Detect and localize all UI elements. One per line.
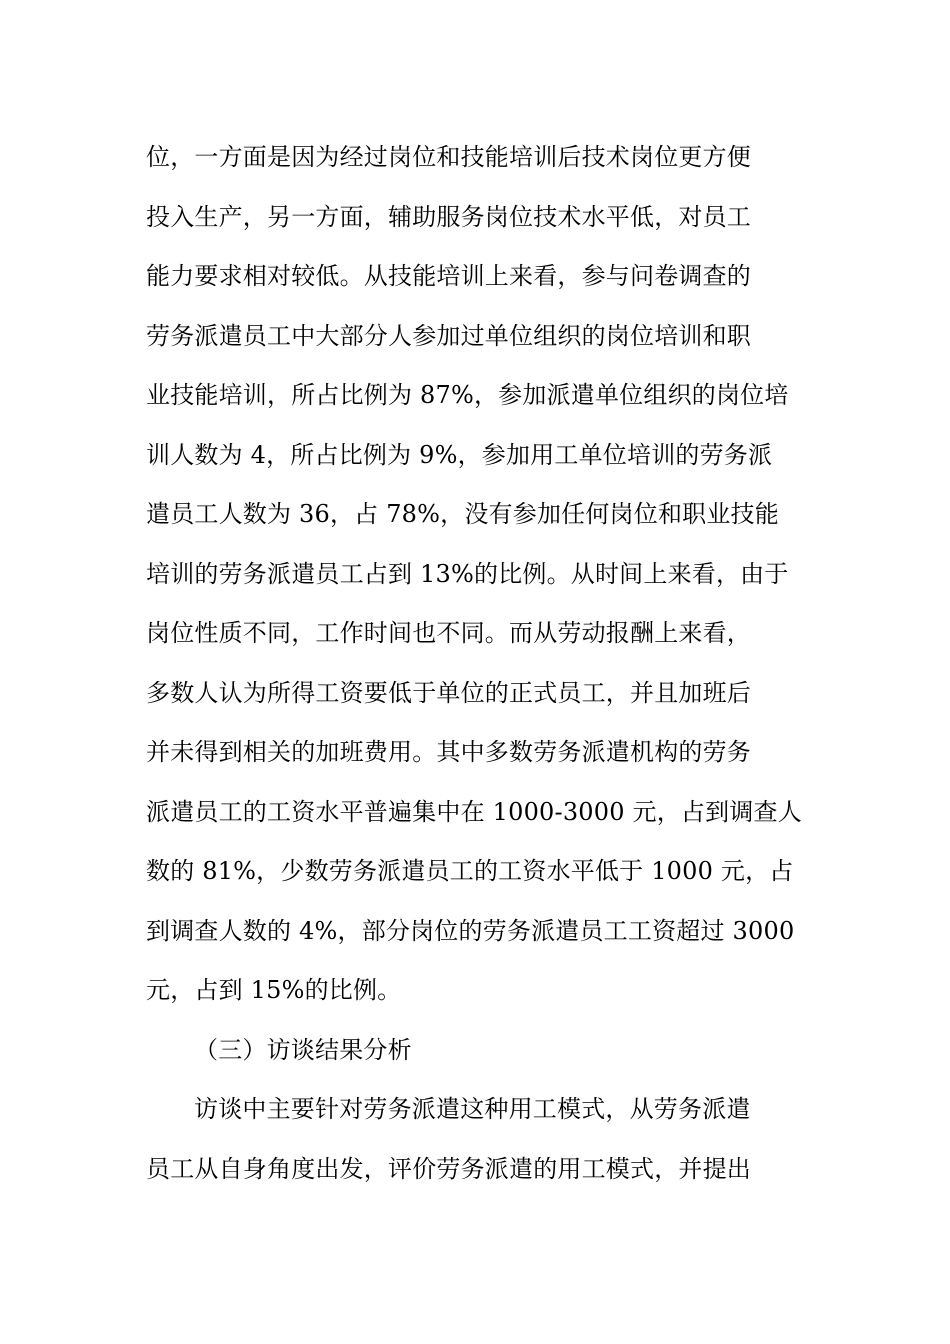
paragraph-line: 培训的劳务派遣员工占到 13%的比例。从时间上来看，由于 xyxy=(146,559,789,588)
paragraph-line: 岗位性质不同，工作时间也不同。而从劳动报酬上来看， xyxy=(146,619,751,647)
paragraph-line: 派遣员工的工资水平普遍集中在 1000-3000 元，占到调查人 xyxy=(146,797,802,826)
paragraph-line: 能力要求相对较低。从技能培训上来看，参与问卷调查的 xyxy=(146,262,751,290)
paragraph-line: 业技能培训，所占比例为 87%，参加派遣单位组织的岗位培 xyxy=(146,381,789,409)
paragraph-line: 位，一方面是因为经过岗位和技能培训后技术岗位更方便 xyxy=(146,143,751,171)
paragraph-line: 投入生产，另一方面，辅助服务岗位技术水平低，对员工 xyxy=(146,202,751,231)
body-text xyxy=(146,128,810,1199)
paragraph-line: 数的 81%，少数劳务派遣员工的工资水平低于 1000 元，占 xyxy=(146,857,794,885)
paragraph-line: 遣员工人数为 36，占 78%，没有参加任何岗位和职业技能 xyxy=(146,500,779,528)
paragraph-line: 训人数为 4，所占比例为 9%，参加用工单位培训的劳务派 xyxy=(146,440,773,469)
paragraph-line: 劳务派遣员工中大部分人参加过单位组织的岗位培训和职 xyxy=(146,321,751,350)
section-heading: （三）访谈结果分析 xyxy=(194,1035,412,1064)
paragraph-line: 多数人认为所得工资要低于单位的正式员工，并且加班后 xyxy=(146,678,751,707)
paragraph-line: 访谈中主要针对劳务派遣这种用工模式，从劳务派遣 xyxy=(194,1095,751,1123)
paragraph-line: 元，占到 15%的比例。 xyxy=(146,976,402,1004)
paragraph-line: 到调查人数的 4%，部分岗位的劳务派遣员工工资超过 3000 xyxy=(146,916,795,945)
paragraph-line: 并未得到相关的加班费用。其中多数劳务派遣机构的劳务 xyxy=(146,738,751,766)
paragraph-line: 员工从自身角度出发，评价劳务派遣的用工模式，并提出 xyxy=(146,1154,751,1183)
